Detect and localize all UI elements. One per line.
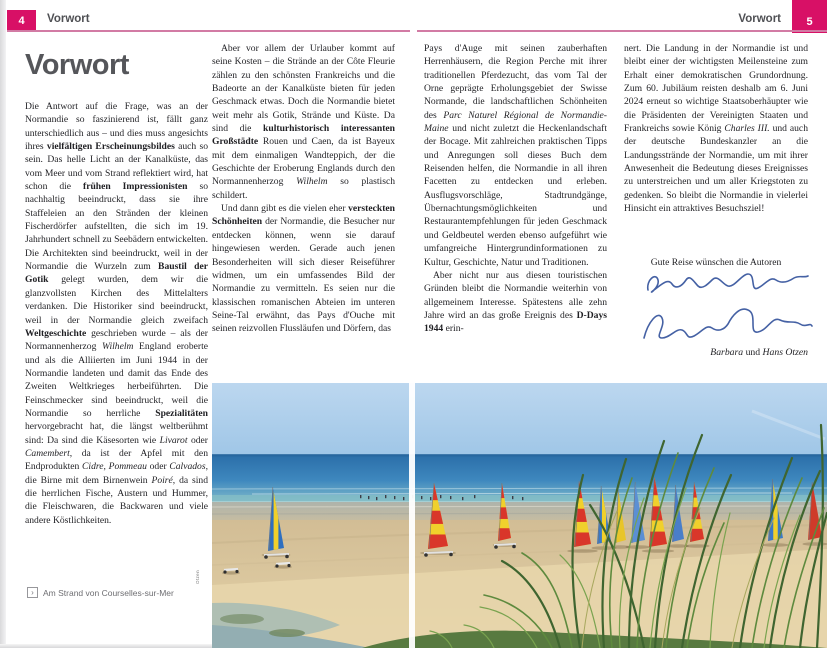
text-column-2: [212, 42, 395, 336]
paragraph: [212, 202, 395, 335]
scan-edge-left: [0, 0, 6, 648]
sand-yacht-cart: [222, 569, 240, 575]
text-run: nert. Die Landung in der Normandie ist und bleibt einer der wichtigsten Meilensteine zum Erhalt einer demokratischen Grundordnung. Zum 60. Jubiläum reisten deshalb am 6. Juni 2024 erneut so wichtige Staatsoberhäupter wie die Präsidenten der Vereinigten Staaten und Frankreichs sowie König: [624, 43, 808, 135]
text-run: Pays d'Auge mit seinen zauberhaften Herrenhäusern, die Region Perche mit ihrer traditionellen Pferdezucht, das vom Tal der Orne geprägte Erholungsgebiet der Swisse Normande, die landschaftlichen Schönheiten des: [424, 43, 607, 121]
person-silhouette: [430, 497, 431, 500]
authors-line: [604, 347, 808, 358]
person-silhouette: [385, 495, 386, 498]
text-run: und nicht zuletzt die Heckenlandschaft der Bocage. Mit zahlreichen praktischen Tipps und Anregungen soll dieses Buch dem Reisenden helfen, die Normandie in all ihren Facetten zu entdecken und erleben. Ausflugsvorschläge, Stadtrundgänge, Übernachtungsmöglichkeiten und Restaurantempfehlungen für jeden Geschmack und Geldbeutel werden ebenso aufgeführt wie umfangreiche Hintergrundinformationen zu Kultur, Geschichte, Natur und Traditionen.: [424, 123, 607, 268]
text-run: Camembert: [25, 447, 70, 459]
text-run: oder: [146, 461, 170, 473]
text-run: Calvados: [169, 461, 206, 473]
person-silhouette: [368, 496, 369, 499]
page-title: Vorwort: [25, 49, 129, 81]
signature-hans-otzen: [644, 309, 812, 338]
text-run: Baustil der Gotik: [25, 261, 208, 286]
text-run: vielfältigen Erscheinungsbildes: [46, 141, 175, 153]
header-rule-left: [7, 30, 410, 32]
paragraph: [424, 269, 607, 336]
photo-sky: [212, 383, 827, 457]
header-rule-right: [417, 30, 827, 32]
text-run: Cidre: [82, 461, 104, 473]
text-run: Wilhelm: [101, 341, 134, 353]
photo-sea: [212, 454, 827, 506]
scan-edge-bottom: [0, 644, 212, 648]
photo-caption-text: Am Strand von Courselles-sur-Mer: [43, 587, 174, 598]
text-run: und: [743, 347, 763, 358]
signature-barbara-otzen: [648, 274, 808, 292]
text-run: der Normandie, die Besucher nur entdecken können, wenn sie darauf hingewiesen werden. Gerade auch jenen Besonderheiten will sich dieser Reiseführer widmen, um ein umfassendes Bild der Normandie zu vermitteln. Es seien nur die klassischen romanischen Abteien im unteren Seine-Tal erwähnt, das Pays d'Ouche mit seinen reizvollen Flussläufen und Dörfern, das: [212, 216, 395, 335]
text-run: Und dann gibt es die vielen eher: [221, 203, 349, 215]
chevron-right-boxed-icon: ›: [27, 587, 38, 598]
page-number-right-badge: 5: [792, 0, 827, 33]
text-run: England eroberte und als die Alliierten im Juni 1944 in der Normandie landeten und damit das Ende des Zweiten Weltkrieges herbeiführten. Die Feinschmecker sind beeindruckt, weil die Normandie so herrliche: [25, 341, 208, 419]
text-run: gelegt wurden, dem wir die glanzvollsten Kirchen des Mittelalters verdanken. Die Historiker sind beeindruckt, weil in der Normandie gleich zweifach: [25, 274, 208, 326]
text-run: , die Birne mit dem Birnenwein: [25, 461, 208, 486]
text-run: geschrieben wurde – als der Normannenherzog: [25, 327, 208, 353]
person-silhouette: [421, 496, 422, 499]
text-run: so nachhaltig beeindruckt, dass sie ihre Staffeleien an den Stränden der kleinen Fischerdörfer aufstellten, die sich im 19. Jahrhundert schnell zu Seebädern entwickelten. Die Architekten sind beeindruckt, weil in der Normandie die Wurzeln zum: [25, 181, 208, 273]
paragraph: [212, 42, 395, 202]
text-run: , da sind die herrlichen Fische, Austern und Hummer, die Fleischwaren, die Backwaren und viele andere Köstlichkeiten.: [25, 474, 208, 526]
paragraph: [424, 42, 607, 269]
running-header-left: Vorwort: [47, 13, 90, 25]
person-silhouette: [440, 495, 441, 498]
person-silhouette: [403, 497, 404, 500]
person-silhouette: [522, 497, 523, 500]
text-run: D-Days 1944: [424, 309, 607, 335]
text-run: Die Antwort auf die Frage, was an der Normandie so faszinierend ist, fällt ganz unterschiedlich aus – und dies muss angesichts ihres: [25, 101, 208, 153]
paragraph: [25, 100, 208, 527]
text-run: Rouen und Caen, da ist Bayeux mit dem einmaligen Wandteppich, der die Geschichte der Eroberung Englands durch den Normannenherzog: [212, 136, 395, 188]
text-run: Hans Otzen: [762, 347, 808, 358]
beach-photo: [212, 383, 827, 648]
signoff-line: Gute Reise wünschen die Autoren: [650, 257, 782, 268]
text-run: auch so sein. Das helle Licht an der Kanalküste, das vom Meer und vom Strand reflektiert wird, hat schon die: [25, 141, 208, 193]
text-column-4: [624, 42, 808, 215]
person-silhouette: [360, 495, 361, 498]
text-run: hervorgebracht hat, die längst weltberühmt sind: Da sind die Käsesorten wie: [25, 421, 208, 446]
text-run: so plastisch schildert.: [212, 176, 395, 201]
text-run: oder: [187, 434, 208, 446]
person-silhouette: [512, 496, 513, 499]
text-run: Aber nicht nur aus diesen touristischen Gründen bleibt die Normandie weiterhin von allgemeinem Interesse. Spätestens alle zehn Jahre wird an das große Ereignis des: [424, 269, 607, 321]
text-run: frühen Impressionisten: [83, 181, 188, 193]
text-run: Charles III.: [724, 123, 770, 135]
running-header-right: Vorwort: [738, 13, 781, 25]
text-run: kulturhistorisch interessanten Großstädte: [212, 123, 395, 148]
person-silhouette: [462, 497, 463, 500]
page-number-left-badge: 4: [7, 10, 36, 31]
photo-caption: [27, 587, 174, 598]
person-silhouette: [474, 495, 475, 498]
text-run: und auch der deutsche Bundeskanzler an die Landungsstrände der Normandie, um mit ihrer Anwesenheit die Bedeutung dieses Ereignisses zu unterstreichen und um aller Kriegstoten zu gedenken. So bleibt die Normandie in vielerlei Hinsicht ein attraktives Besuchsziel!: [624, 123, 808, 215]
text-run: Poiré: [151, 474, 173, 486]
page-gutter-line: [409, 383, 415, 648]
text-column-3: [424, 42, 607, 336]
paragraph: [624, 42, 808, 215]
text-run: Weltgeschichte: [25, 327, 87, 339]
text-run: Wilhelm: [296, 176, 328, 188]
person-silhouette: [376, 497, 377, 500]
photo-credit: Otzen: [195, 570, 200, 585]
text-column-1: [25, 100, 208, 527]
person-silhouette: [450, 496, 451, 499]
sand-yacht-cart: [274, 563, 292, 569]
text-run: Barbara: [710, 347, 744, 358]
person-silhouette: [394, 496, 395, 499]
text-run: ,: [103, 461, 109, 473]
text-run: Parc Naturel Régional de Normandie-Maine: [424, 109, 608, 135]
text-run: Aber vor allem der Urlauber kommt auf seine Kosten – die Strände an der Côte Fleurie zählen zu den schönsten Frankreichs und die Badeorte an der Kanalküste bieten für jeden Geschmack etwas. Doch die Normandie bietet weit mehr als Gotik, Strände und Küste. Da sind die: [212, 43, 395, 135]
text-run: erin-: [443, 323, 464, 335]
text-run: , da ist der Apfel mit den Endprodukten: [25, 447, 208, 473]
handwritten-signatures: [636, 266, 816, 352]
text-run: Livarot: [159, 434, 188, 446]
text-run: Spezialitäten: [155, 407, 208, 419]
text-run: Pommeau: [108, 461, 147, 473]
text-run: versteckten Schönheiten: [212, 203, 395, 228]
